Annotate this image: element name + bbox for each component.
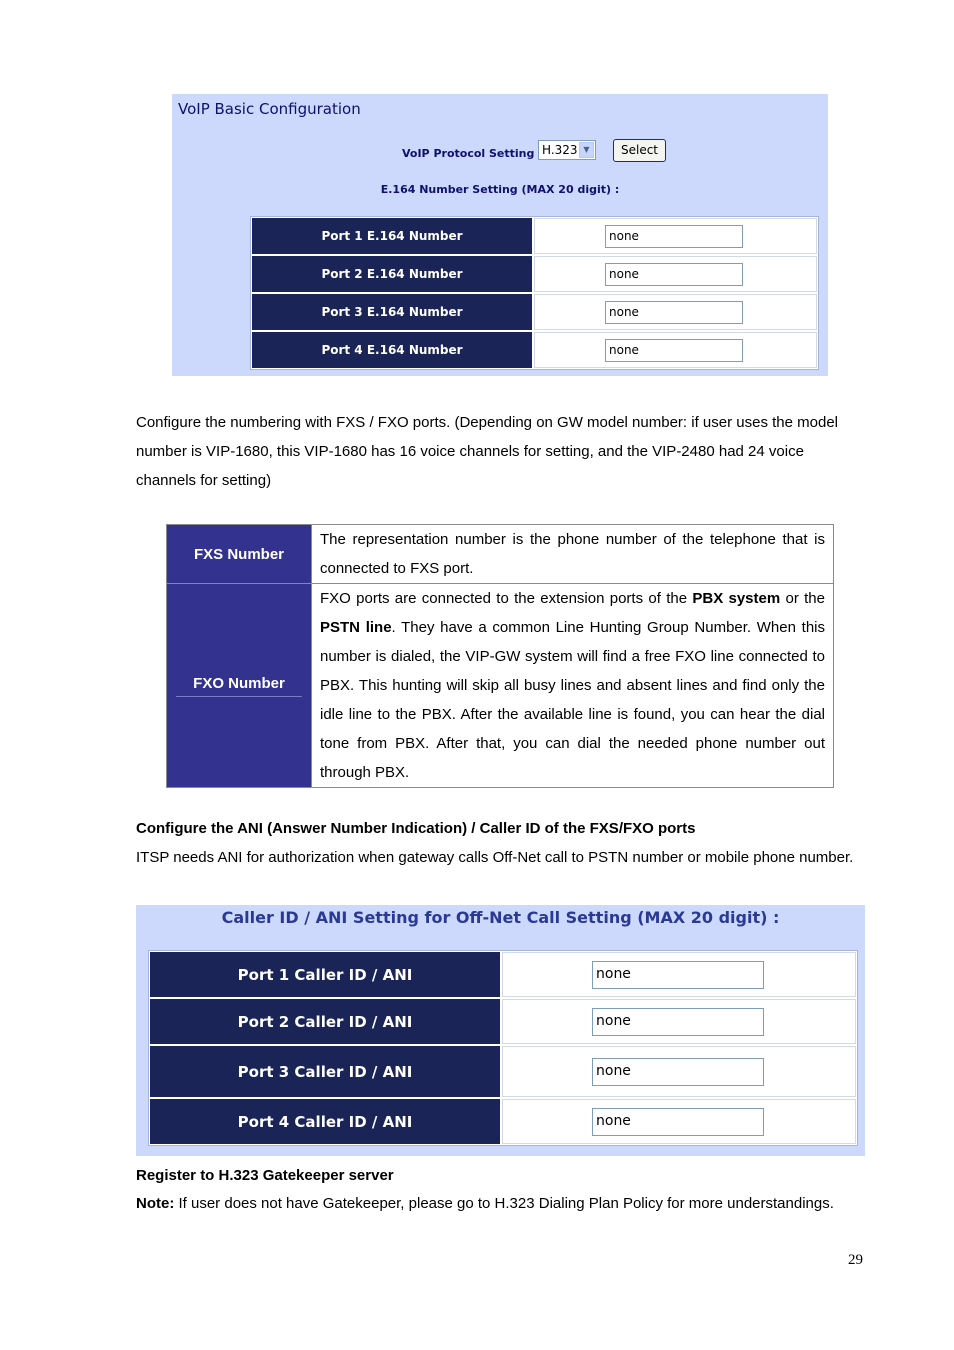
note-label: Note:: [136, 1195, 175, 1212]
protocol-select[interactable]: [538, 140, 596, 160]
table-row: [167, 525, 834, 584]
table-row: [150, 952, 856, 997]
chevron-down-icon[interactable]: ▼: [579, 142, 594, 158]
port-label: Port 3 Caller ID / ANI: [150, 1046, 500, 1097]
table-row: [150, 1099, 856, 1144]
fxs-label: FXS Number: [193, 545, 284, 563]
ani-paragraph: ITSP needs ANI for authorization when gateway calls Off-Net call to PSTN number or mobile phone number.: [136, 849, 854, 866]
fxs-label-cell: [167, 525, 312, 584]
port-label: Port 3 E.164 Number: [252, 294, 532, 330]
port-label: Port 2 E.164 Number: [252, 256, 532, 292]
caller-id-ani-panel: [136, 905, 865, 1156]
port-cell: [502, 1046, 856, 1097]
ani-heading: Configure the ANI (Answer Number Indication) / Caller ID of the FXS/FXO ports: [136, 820, 696, 837]
table-row: [150, 999, 856, 1044]
table-row: [252, 218, 817, 254]
panel-title: VoIP Basic Configuration: [178, 100, 361, 118]
e164-table: [250, 216, 819, 370]
port-3-e164-input[interactable]: none: [605, 301, 743, 324]
port-cell: [534, 218, 817, 254]
port-cell: [534, 294, 817, 330]
table-row: [150, 1046, 856, 1097]
port-label: Port 1 E.164 Number: [252, 218, 532, 254]
intro-paragraph: Configure the numbering with FXS / FXO ports. (Depending on GW model number: if user uses the model number is VIP-1680, this VIP-1680 has 16 voice channels for setting, and the VIP-2480 had 24 voice channels for setting): [136, 414, 838, 489]
ani-table: [148, 950, 858, 1146]
port-cell: [502, 999, 856, 1044]
fxs-fxo-table: [166, 524, 834, 788]
e164-label: E.164 Number Setting (MAX 20 digit) :: [380, 183, 620, 196]
gatekeeper-heading: Register to H.323 Gatekeeper server: [136, 1167, 394, 1184]
port-cell: [502, 1099, 856, 1144]
port-cell: [534, 256, 817, 292]
port-1-e164-input[interactable]: none: [605, 225, 743, 248]
fxo-label: FXO Number: [176, 675, 302, 697]
port-cell: [502, 952, 856, 997]
fxo-description: [312, 584, 834, 788]
port-1-ani-input[interactable]: none: [592, 961, 764, 989]
table-row: [252, 294, 817, 330]
fxo-text-1: FXO ports are connected to the extension ports of the: [320, 590, 693, 607]
note-text: If user does not have Gatekeeper, please go to H.323 Dialing Plan Policy for more understandings.: [174, 1195, 834, 1212]
fxo-text-3: . They have a common Line Hunting Group Number. When this number is dialed, the VIP-GW system will find a free FXO line connected to PBX. This hunting will skip all busy lines and absent lines and find only the idle line to the PBX. After the available line is found, you can hear the dial tone from PBX. After that, you can dial the needed phone number out through PBX.: [320, 619, 825, 781]
port-label: Port 1 Caller ID / ANI: [150, 952, 500, 997]
gatekeeper-note: [136, 1189, 863, 1218]
voip-basic-config-panel: [172, 94, 828, 376]
fxo-bold-pbx: PBX system: [692, 590, 781, 607]
port-4-ani-input[interactable]: none: [592, 1108, 764, 1136]
fxo-bold-pstn: PSTN line: [320, 619, 392, 636]
page-number: 29: [848, 1252, 863, 1268]
fxo-label-cell: [167, 584, 312, 788]
panel-title: Caller ID / ANI Setting for Off-Net Call Setting (MAX 20 digit) :: [221, 908, 780, 927]
port-cell: [534, 332, 817, 368]
protocol-value: H.323: [542, 143, 578, 157]
port-label: Port 4 Caller ID / ANI: [150, 1099, 500, 1144]
port-4-e164-input[interactable]: none: [605, 339, 743, 362]
fxs-description: The representation number is the phone number of the telephone that is connected to FXS port.: [312, 525, 834, 584]
table-row: [252, 332, 817, 368]
port-label: Port 4 E.164 Number: [252, 332, 532, 368]
port-3-ani-input[interactable]: none: [592, 1058, 764, 1086]
port-label: Port 2 Caller ID / ANI: [150, 999, 500, 1044]
port-2-e164-input[interactable]: none: [605, 263, 743, 286]
protocol-label: VoIP Protocol Setting: [402, 147, 535, 160]
table-row: [167, 584, 834, 788]
table-row: [252, 256, 817, 292]
port-2-ani-input[interactable]: none: [592, 1008, 764, 1036]
select-button[interactable]: Select: [613, 139, 666, 162]
fxo-text-2: or the: [780, 590, 825, 607]
